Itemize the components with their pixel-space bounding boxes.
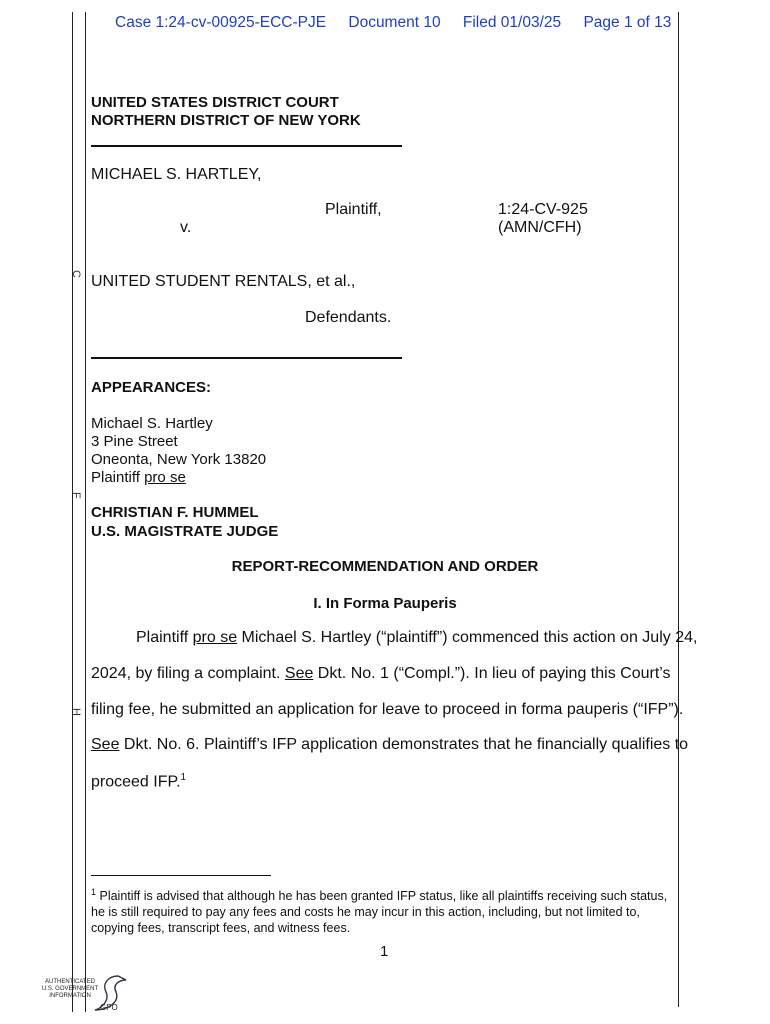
appearance-role-pro-se: pro se (144, 469, 186, 486)
body-text: Michael S. Hartley (“plaintiff”) commenced this action on July 24, (237, 629, 698, 646)
case-number-line2: (AMN/CFH) (498, 219, 582, 236)
header-page-count: Page 1 of 13 (583, 14, 672, 31)
body-text: proceed IFP. (91, 773, 181, 791)
caption-bottom-rule (91, 357, 402, 359)
footnote-separator (91, 875, 271, 876)
footnote (91, 884, 681, 936)
see-citation-signal: See (91, 736, 120, 753)
appearance-role (91, 469, 186, 486)
margin-mark-c: C (70, 270, 82, 278)
margin-mark-h: H (70, 708, 82, 716)
court-name-line1: UNITED STATES DISTRICT COURT (91, 94, 339, 111)
header-document-number: Document 10 (348, 14, 441, 31)
appearance-street: 3 Pine Street (91, 433, 178, 450)
footnote-text: Plaintiff is advised that although he has been granted IFP status, like all plaintiffs receiving such status, he is still required to pay any fees and costs he may incur in this action, including, but not limited to, copying fees, transcript fees, and witness fees. (91, 889, 668, 936)
body-line-4 (91, 736, 688, 754)
ecf-header (115, 14, 671, 32)
appearance-city: Oneonta, New York 13820 (91, 451, 267, 468)
case-number-line1: 1:24-CV-925 (498, 201, 588, 218)
appearance-name: Michael S. Hartley (91, 415, 213, 432)
versus: v. (180, 219, 192, 236)
seal-gpo-mark: GPO (100, 1003, 118, 1012)
header-case-number: Case 1:24-cv-00925-ECC-PJE (115, 14, 327, 31)
see-citation-signal: See (284, 665, 314, 682)
plaintiff-role: Plaintiff, (325, 201, 382, 218)
right-margin-rule (678, 12, 679, 1007)
header-filed-date: Filed 01/03/25 (462, 14, 562, 31)
pro-se-underlined: pro se (192, 629, 238, 646)
court-name-line2: NORTHERN DISTRICT OF NEW YORK (91, 112, 361, 129)
left-margin-rule-outer (72, 12, 73, 1012)
appearances-heading: APPEARANCES: (91, 379, 212, 396)
seal-line-3: INFORMATION (49, 993, 91, 999)
appearance-role-prefix: Plaintiff (91, 469, 145, 486)
body-text: 2024, by filing a complaint. (91, 665, 285, 682)
seal-line-1: AUTHENTICATED (45, 979, 95, 985)
page-number: 1 (380, 943, 389, 960)
footnote-reference[interactable]: 1 (180, 772, 187, 783)
footnote-marker: 1 (91, 887, 97, 897)
seal-line-2: U.S. GOVERNMENT (41, 986, 99, 992)
judge-name: CHRISTIAN F. HUMMEL (91, 504, 259, 521)
body-line-3: filing fee, he submitted an application for leave to proceed in forma pauperis (“IFP”). (91, 701, 684, 718)
caption-top-rule (91, 145, 402, 147)
left-margin-rule-inner (85, 12, 86, 1012)
body-line-1 (136, 629, 697, 647)
plaintiff-name: MICHAEL S. HARTLEY, (91, 166, 262, 183)
defendant-role: Defendants. (305, 309, 392, 326)
body-text: Dkt. No. 6. Plaintiff’s IFP application demonstrates that he financially qualifies to (119, 736, 689, 753)
defendant-name: UNITED STUDENT RENTALS, et al., (91, 273, 356, 290)
document-title: REPORT-RECOMMENDATION AND ORDER (231, 558, 539, 575)
gpo-authentication-seal (40, 970, 135, 1015)
body-text: Plaintiff (136, 629, 193, 646)
section-heading: I. In Forma Pauperis (313, 595, 457, 612)
margin-mark-f: F (70, 492, 82, 499)
body-line-5 (91, 772, 186, 791)
body-line-2 (91, 665, 671, 683)
body-text: Dkt. No. 1 (“Compl.”). In lieu of paying this Court’s (313, 665, 671, 682)
judge-title: U.S. MAGISTRATE JUDGE (91, 523, 279, 540)
